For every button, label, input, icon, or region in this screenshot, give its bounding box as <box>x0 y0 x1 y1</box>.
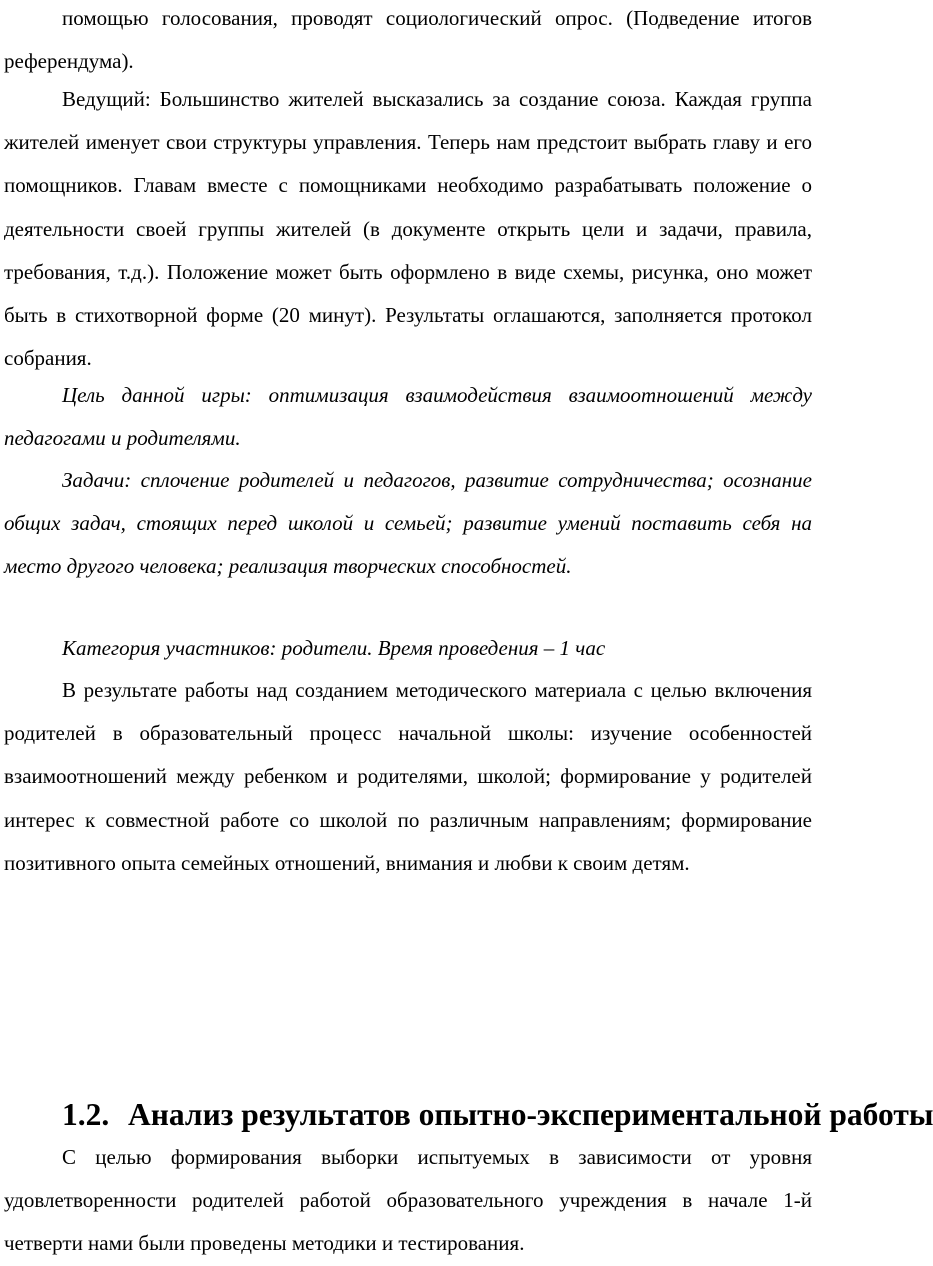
paragraph-referendum-continuation: помощью голосования, проводят социологический опрос. (Подведение итогов референдума). <box>4 6 812 74</box>
section-heading <box>62 1093 933 1136</box>
paragraph-host-speech: Ведущий: Большинство жителей высказались за создание союза. Каждая группа жителей именует свои структуры управления. Теперь нам предстоит выбрать главу и его помощников. Главам вместе с помощниками необходимо разрабатывать положение о деятельности своей группы жителей (в документе открыть цели и задачи, правила, требования, т.д.). Положение может быть оформлено в виде схемы, рисунка, оно может быть в стихотворной форме (20 минут). Результаты оглашаются, заполняется протокол собрания. <box>4 87 812 371</box>
paragraph-sample-formation: С целью формирования выборки испытуемых в зависимости от уровня удовлетворенности родителей работой образовательного учреждения в начале 1-й четверти нами были проведены методики и тестирования. <box>4 1145 812 1256</box>
paragraph-participants-duration: Категория участников: родители. Время проведения – 1 час <box>62 636 606 660</box>
paragraph-game-tasks: Задачи: сплочение родителей и педагогов, развитие сотрудничества; осознание общих задач, стоящих перед школой и семьей; развитие умений поставить себя на место другого человека; реализация творческих способностей. <box>4 468 812 579</box>
section-title: Анализ результатов опытно-экспериментальной работы <box>128 1097 933 1132</box>
paragraph-results: В результате работы над созданием методического материала с целью включения родителей в образовательный процесс начальной школы: изучение особенностей взаимоотношений между ребенком и родителями, школой; формирование у родителей интерес к совместной работе со школой по различным направлениям; формирование позитивного опыта семейных отношений, внимания и любви к своим детям. <box>4 678 812 875</box>
paragraph-game-goal: Цель данной игры: оптимизация взаимодействия взаимоотношений между педагогами и родителями. <box>4 383 812 451</box>
section-number: 1.2. <box>62 1097 110 1132</box>
